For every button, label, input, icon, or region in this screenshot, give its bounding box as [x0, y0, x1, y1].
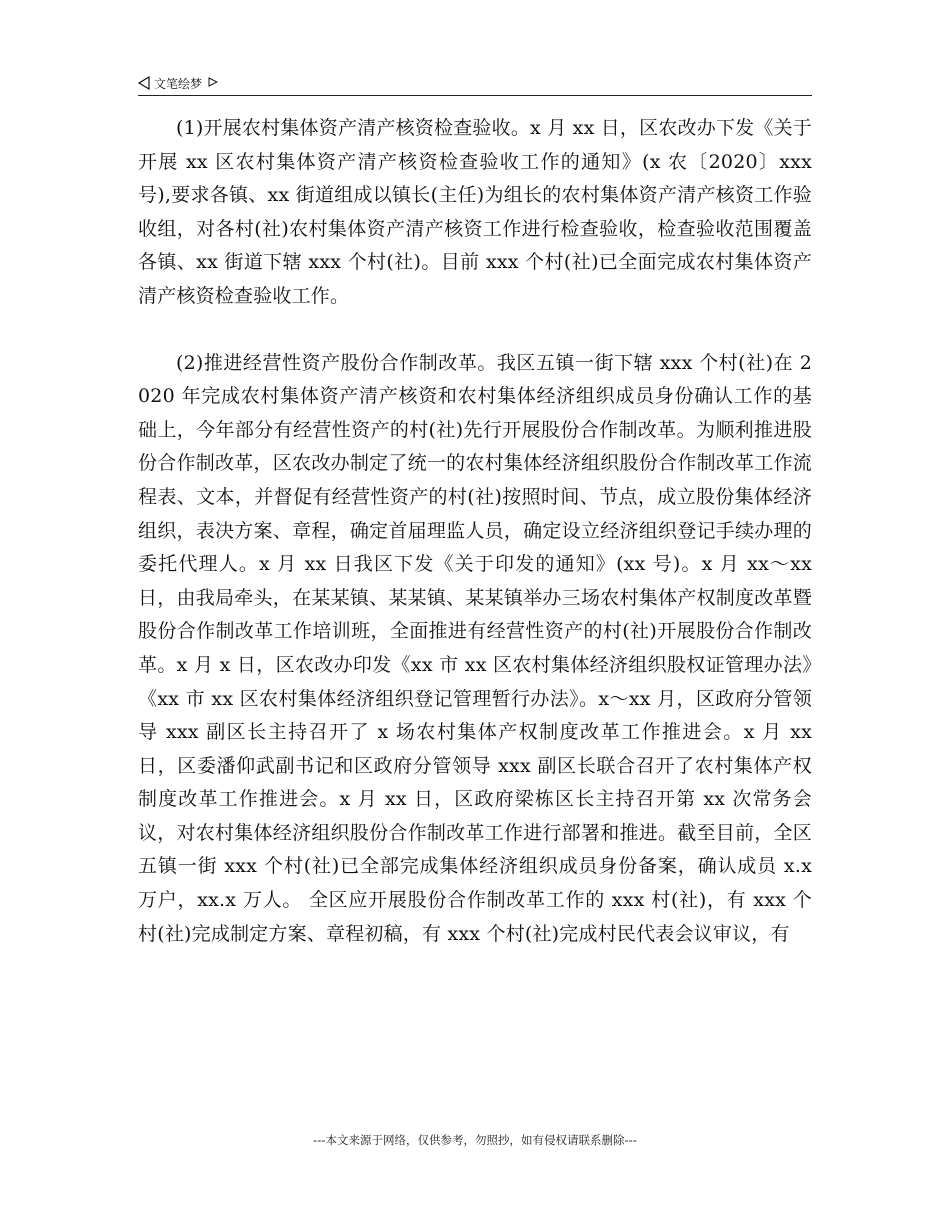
page-footer: ---本文来源于网络，仅供参考，勿照抄，如有侵权请联系删除---	[313, 1133, 637, 1147]
triangle-right-icon	[208, 76, 218, 86]
document-body	[138, 112, 812, 951]
page-header	[138, 70, 812, 96]
triangle-left-icon	[138, 76, 150, 90]
header-brand: 文笔绘梦	[154, 76, 203, 91]
header-divider	[138, 95, 812, 96]
paragraph-1: (1)开展农村集体资产清产核资检查验收。x 月 xx 日，区农改办下发《关于开展 xx 区农村集体资产清产核资检查验收工作的通知》(x 农〔2020〕xxx 号),要求各镇、xx 街道组成以镇长(主任)为组长的农村集体资产清产核资工作验收组，对各村(社)农村集体资产清产核资工作进行检查验收，检查验收范围覆盖各镇、xx 街道下辖 xxx 个村(社)。目前 xxx 个村(社)已全面完成农村集体资产清产核资检查验收工作。	[138, 117, 812, 307]
paragraph-2: (2)推进经营性资产股份合作制改革。我区五镇一街下辖 xxx 个村(社)在 2020 年完成农村集体资产清产核资和农村集体经济组织成员身份确认工作的基础上，今年部分有经营性资产的村(社)先行开展股份合作制改革。为顺利推进股份合作制改革，区农改办制定了统一的农村集体经济组织股份合作制改革工作流程表、文本，并督促有经营性资产的村(社)按照时间、节点，成立股份集体经济组织，表决方案、章程，确定首届理监人员，确定设立经济组织登记手续办理的委托代理人。x 月 xx 日我区下发《关于印发的通知》(xx 号)。x 月 xx～xx 日，由我局牵头，在某某镇、某某镇、某某镇举办三场农村集体产权制度改革暨股份合作制改革工作培训班，全面推进有经营性资产的村(社)开展股份合作制改革。x 月 x 日，区农改办印发《xx 市 xx 区农村集体经济组织股权证管理办法》《xx 市 xx 区农村集体经济组织登记管理暂行办法》。x～xx 月，区政府分管领导 xxx 副区长主持召开了 x 场农村集体产权制度改革工作推进会。x 月 xx 日，区委潘仰武副书记和区政府分管领导 xxx 副区长联合召开了农村集体产权制度改革工作推进会。x 月 xx 日，区政府梁栋区长主持召开第 xx 次常务会议，对农村集体经济组织股份合作制改革工作进行部署和推进。截至目前，全区五镇一街 xxx 个村(社)已全部完成集体经济组织成员身份备案，确认成员 x.x 万户，xx.x 万人。 全区应开展股份合作制改革工作的 xxx 村(社)，有 xxx 个村(社)完成制定方案、章程初稿，有 xxx 个村(社)完成村民代表会议审议，有	[138, 351, 812, 945]
